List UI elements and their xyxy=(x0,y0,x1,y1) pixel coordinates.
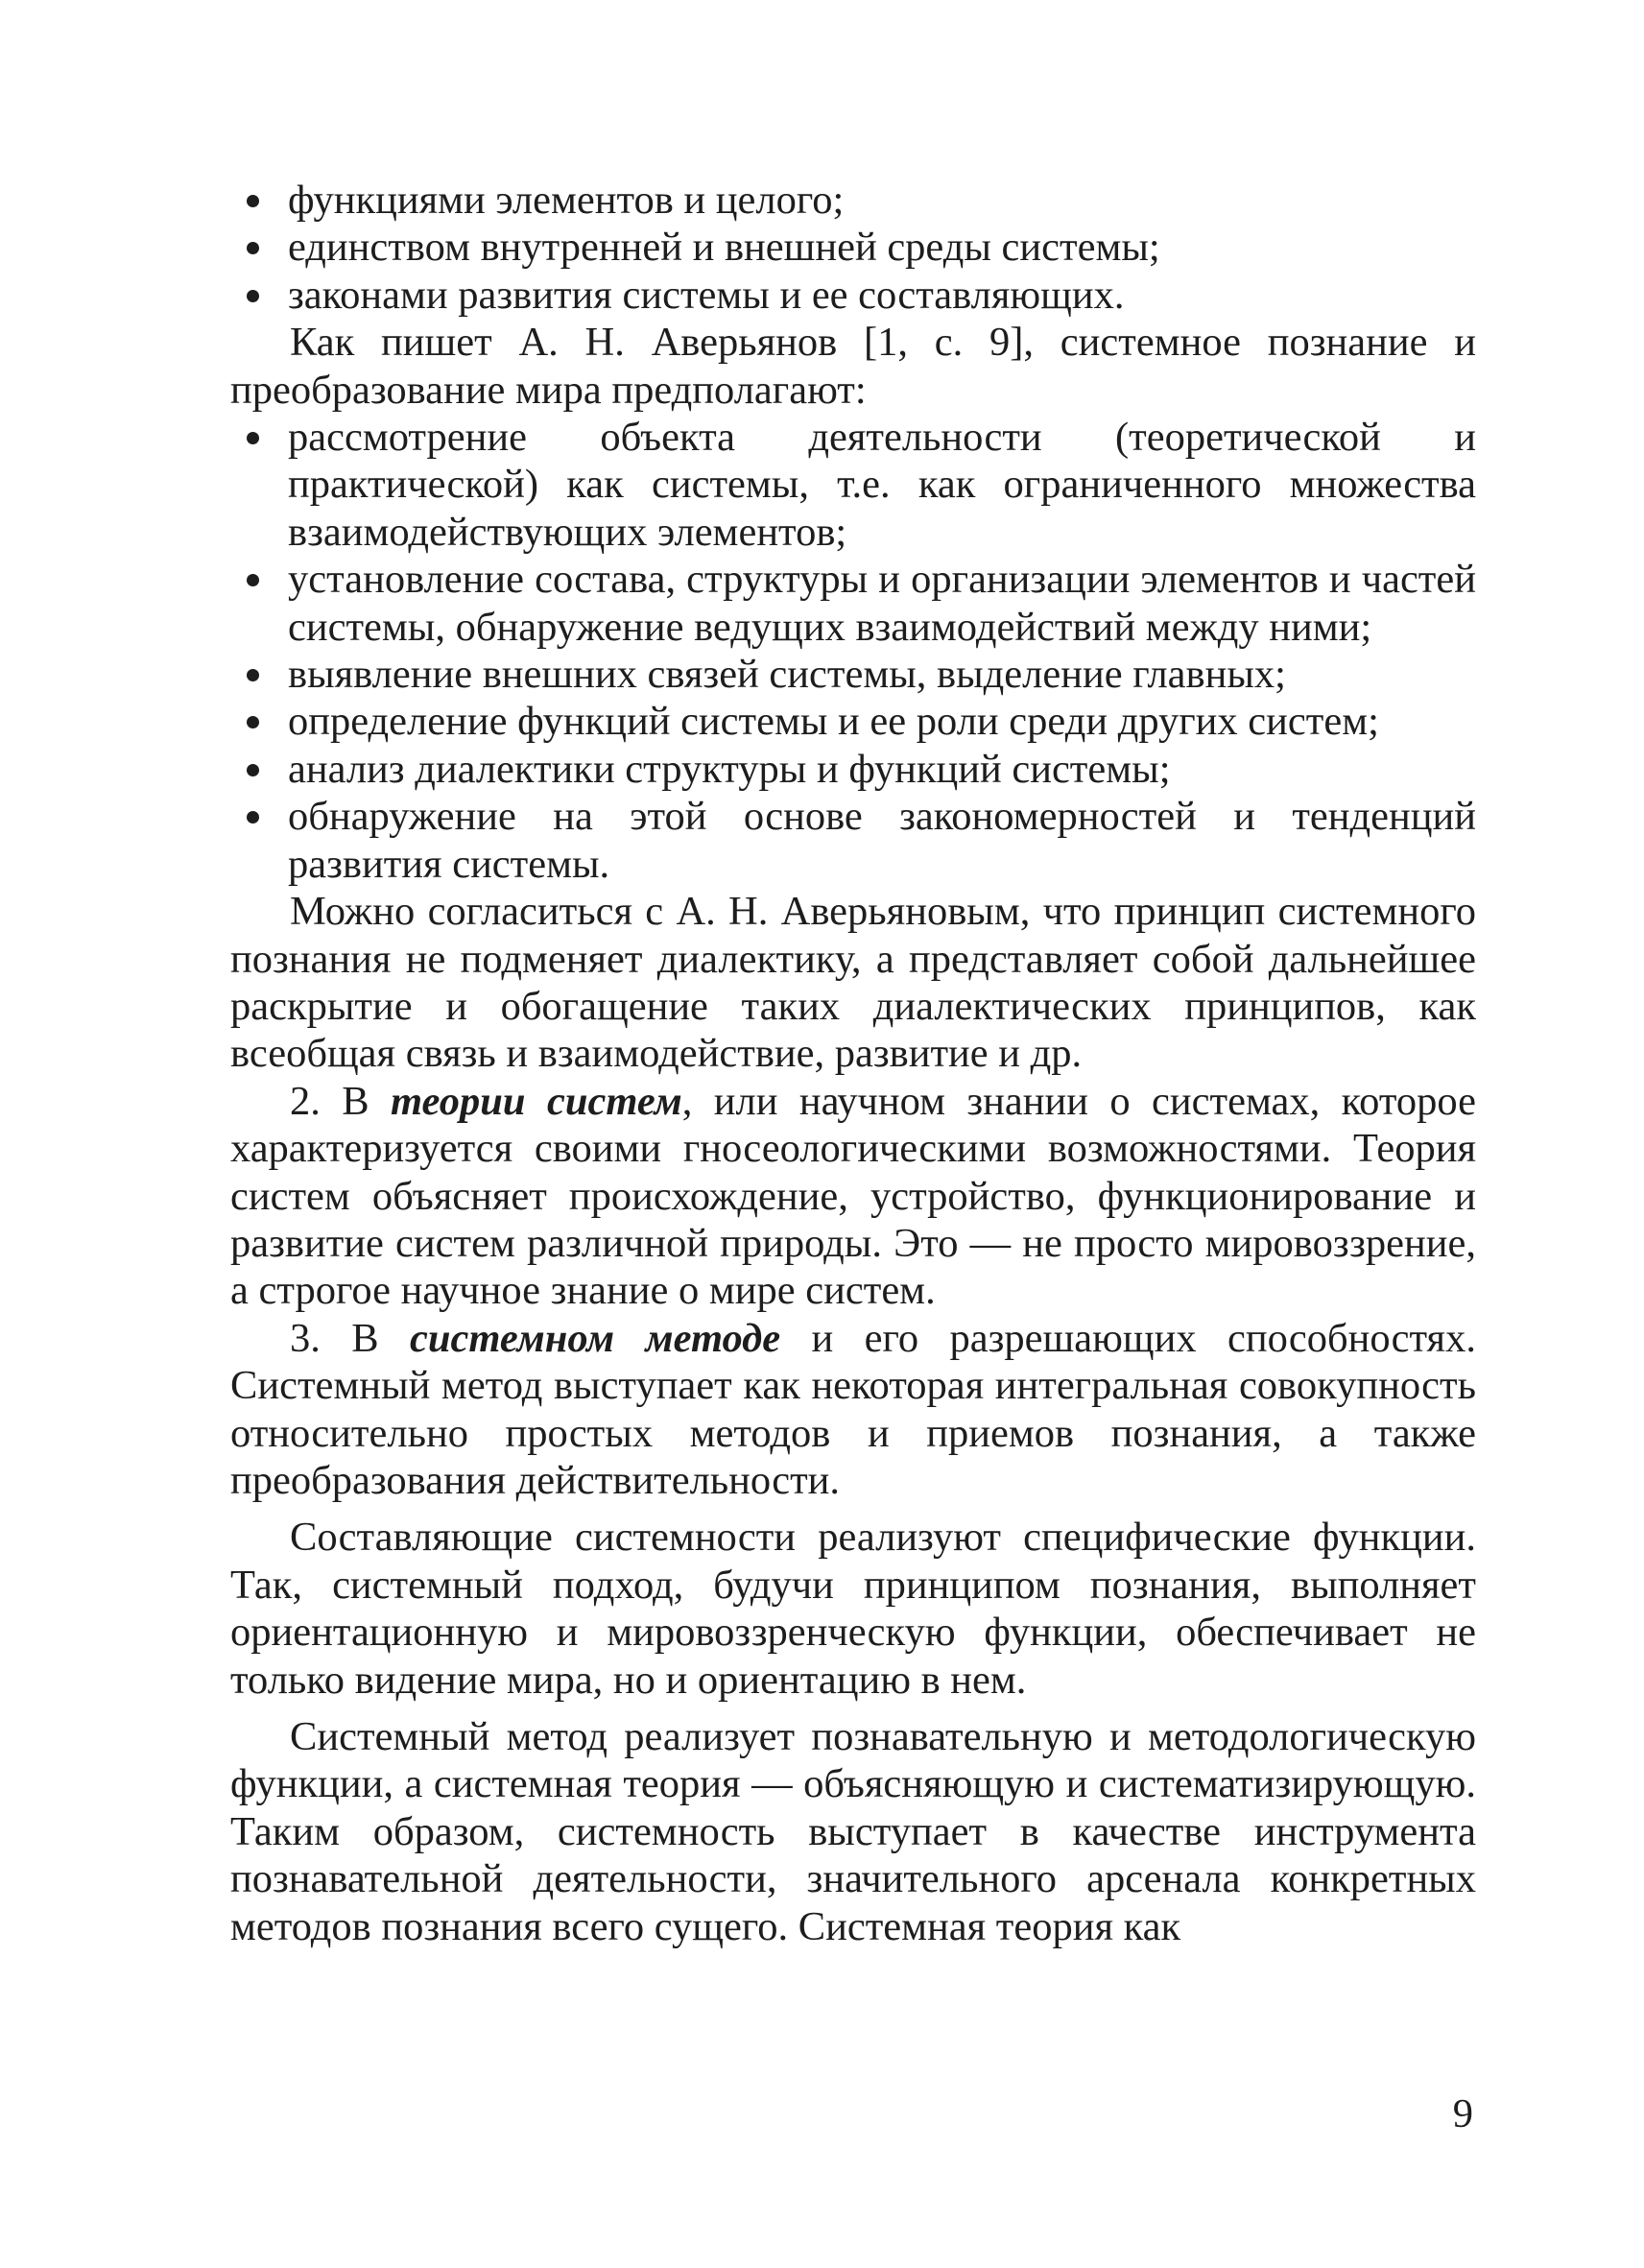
bullet-icon xyxy=(247,195,259,207)
list-item-text: установление состава, структуры и организации элементов и частей системы, обнаружение ведущих взаимодействий между ними; xyxy=(288,557,1476,650)
bullet-icon xyxy=(247,574,259,586)
paragraph-agree: Можно согласиться с А. Н. Аверьяновым, что принцип системного познания не подменяет диалектику, а представляет собой дальнейшее раскрытие и обогащение таких диалектических принципов, как всеобщая связь и взаимодействие, развитие и др. xyxy=(230,889,1476,1077)
page-body xyxy=(230,177,1476,1950)
paragraph-systems-method xyxy=(230,1315,1476,1505)
list-item-text: выявление внешних связей системы, выделение главных; xyxy=(288,652,1286,698)
list-item xyxy=(230,272,1476,319)
bullet-icon xyxy=(247,290,259,302)
list-item-text: определение функций системы и ее роли среди других систем; xyxy=(288,699,1379,745)
paragraph-intro: Как пишет А. Н. Аверьянов [1, с. 9], системное познание и преобразование мира предполагают: xyxy=(230,320,1476,413)
bullet-icon xyxy=(247,764,259,776)
list-item xyxy=(230,746,1476,793)
emphasis-term: системном методе xyxy=(410,1315,781,1361)
bullet-icon xyxy=(247,669,259,681)
bullet-icon xyxy=(247,716,259,728)
list-item-text: функциями элементов и целого; xyxy=(288,178,845,223)
list-item xyxy=(230,177,1476,224)
bullet-icon xyxy=(247,242,259,254)
page-number: 9 xyxy=(1452,2091,1473,2137)
paragraph-rest: , или научном знании о системах, которое характеризуется своими гносеологическими возможностями. Теория систем объясняет происхождение, устройство, функционирование и развитие систем различной природы. Это — не просто мировоззрение, а строгое научное знание о мире систем. xyxy=(230,1078,1476,1314)
list-item xyxy=(230,793,1476,888)
list-item-text: обнаружение на этой основе закономерностей и тенденций развития системы. xyxy=(288,794,1476,887)
list-item xyxy=(230,556,1476,651)
paragraph-systems-theory xyxy=(230,1078,1476,1315)
emphasis-term: теории систем xyxy=(391,1078,682,1124)
list-item xyxy=(230,698,1476,745)
paragraph-lead: 3. В xyxy=(290,1315,411,1361)
paragraph-rest: и его разрешающих способностях. Системный метод выступает как некоторая интегральная совокупность относительно простых методов и приемов познания, а также преобразования действительности. xyxy=(230,1315,1476,1503)
list-item-text: законами развития системы и ее составляющих. xyxy=(288,272,1125,318)
list-item xyxy=(230,224,1476,271)
bullet-icon xyxy=(247,432,259,444)
list-item xyxy=(230,414,1476,556)
bullet-icon xyxy=(247,811,259,824)
list-item-text: рассмотрение объекта деятельности (теоретической и практической) как системы, т.е. как ограниченного множества взаимодействующих элементов; xyxy=(288,415,1476,555)
paragraph-method-functions: Системный метод реализует познавательную и методологическую функции, а системная теория — объясняющую и систематизирующую. Таким образом, системность выступает в качестве инструмента познавательной деятельности, значительного арсенала конкретных методов познания всего сущего. Системная теория как xyxy=(230,1714,1476,1949)
bullet-list-main xyxy=(230,414,1476,888)
bullet-list-top xyxy=(230,177,1476,319)
paragraph-components: Составляющие системности реализуют специфические функции. Так, системный подход, будучи принципом познания, выполняет ориентационную и мировоззренческую функции, обеспечивает не только видение мира, но и ориентацию в нем. xyxy=(230,1515,1476,1703)
list-item xyxy=(230,651,1476,698)
list-item-text: анализ диалектики структуры и функций системы; xyxy=(288,746,1171,792)
paragraph-lead: 2. В xyxy=(290,1078,391,1124)
list-item-text: единством внутренней и внешней среды системы; xyxy=(288,225,1160,271)
